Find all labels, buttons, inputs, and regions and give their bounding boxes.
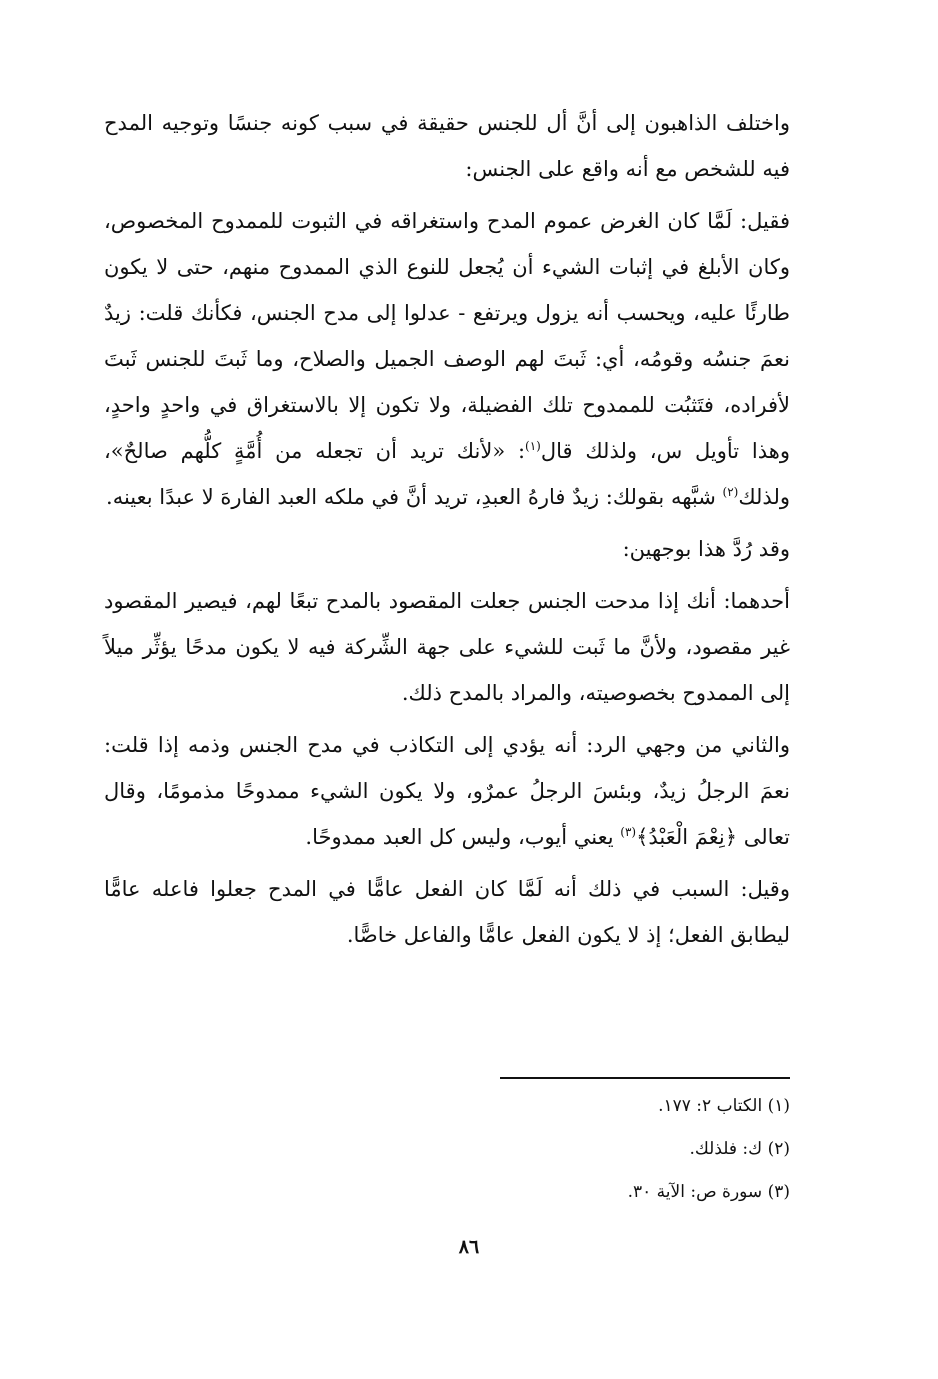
sibawayh-quote: : «لأنك تريد أن تجعله من أُمَّةٍ كلُّهم صالحٌ»، ولذلك	[104, 439, 790, 509]
paragraph-5-tail: يعني أيوب، وليس كل العبد ممدوحًا.	[305, 825, 621, 849]
footnote-ref-3[interactable]: (٣)	[620, 825, 637, 839]
page-number: ٨٦	[458, 1236, 480, 1258]
paragraph-4-text: أحدهما: أنك إذا مدحت الجنس جعلت المقصود بالمدح تبعًا لهم، فيصير المقصود غير مقصود، ولأنَّ ما ثَبت للشيء على جهة الشِّركة فيه لا يكون مدحًا يؤثِّر ميلاً إلى الممدوح بخصوصيته، والمراد بالمدح ذلك.	[104, 589, 790, 705]
footnote-ref-2[interactable]: (٢)	[722, 485, 739, 499]
paragraph-6	[104, 866, 790, 958]
footnote-3: (٣) سورة ص: الآية ٣٠.	[627, 1182, 790, 1202]
footnote-divider	[500, 1077, 790, 1079]
footnote-2: (٢) ك: فلذلك.	[689, 1139, 790, 1159]
paragraph-6-text: وقيل: السبب في ذلك أنه لَمَّا كان الفعل عامًّا في المدح جعلوا فاعله عامًّا ليطابق الفعل؛ إذ لا يكون الفعل عامًّا والفاعل خاصًّا.	[104, 877, 790, 947]
paragraph-4	[104, 578, 790, 716]
paragraph-3-text: وقد رُدَّ هذا بوجهين:	[622, 537, 790, 561]
quran-verse: ﴿نِعْمَ الْعَبْدُ﴾	[636, 825, 744, 849]
paragraph-1	[104, 100, 790, 192]
paragraph-3	[104, 526, 790, 572]
paragraph-2-tail: شبَّهه بقولك: زيدٌ فارهُ العبدِ، تريد أنَّ في ملكه العبد الفارهَ لا عبدًا بعينه.	[106, 485, 723, 509]
paragraph-1-text: واختلف الذاهبون إلى أنَّ أل للجنس حقيقة في سبب كونه جنسًا وتوجيه المدح فيه للشخص مع أنه واقع على الجنس:	[104, 111, 790, 181]
footnotes	[500, 1095, 790, 1224]
main-text	[104, 100, 790, 958]
paragraph-2-text: فقيل: لَمَّا كان الغرض عموم المدح واستغراقه في الثبوت للممدوح المخصوص، وكان الأبلغ في إثبات الشيء أن يُجعل للنوع الذي الممدوح منهم، حتى لا يكون طارئًا عليه، ويحسب أنه يزول ويرتفع - عدلوا إلى مدح الجنس، فكأنك قلت: زيدٌ نعمَ جنسُه وقومُه، أي: ثَبتَ لهم الوصف الجميل والصلاح، وما ثَبتَ للجنس ثَبتَ لأفراده، فتَثبُت للممدوح تلك الفضيلة، ولا تكون إلا بالاستغراق في واحدٍ واحدٍ، وهذا تأويل س، ولذلك قال	[104, 209, 790, 463]
paragraph-2	[104, 198, 790, 520]
paragraph-5-text: والثاني من وجهي الرد: أنه يؤدي إلى التكاذب في مدح الجنس وذمه إذا قلت: نعمَ الرجلُ زيدٌ، وبئسَ الرجلُ عمرٌو، ولا يكون الشيء ممدوحًا مذمومًا، وقال تعالى	[104, 733, 790, 849]
footnote-1: (١) الكتاب ٢: ١٧٧.	[658, 1096, 790, 1116]
paragraph-5	[104, 722, 790, 860]
footnote-ref-1[interactable]: (١)	[525, 439, 541, 453]
